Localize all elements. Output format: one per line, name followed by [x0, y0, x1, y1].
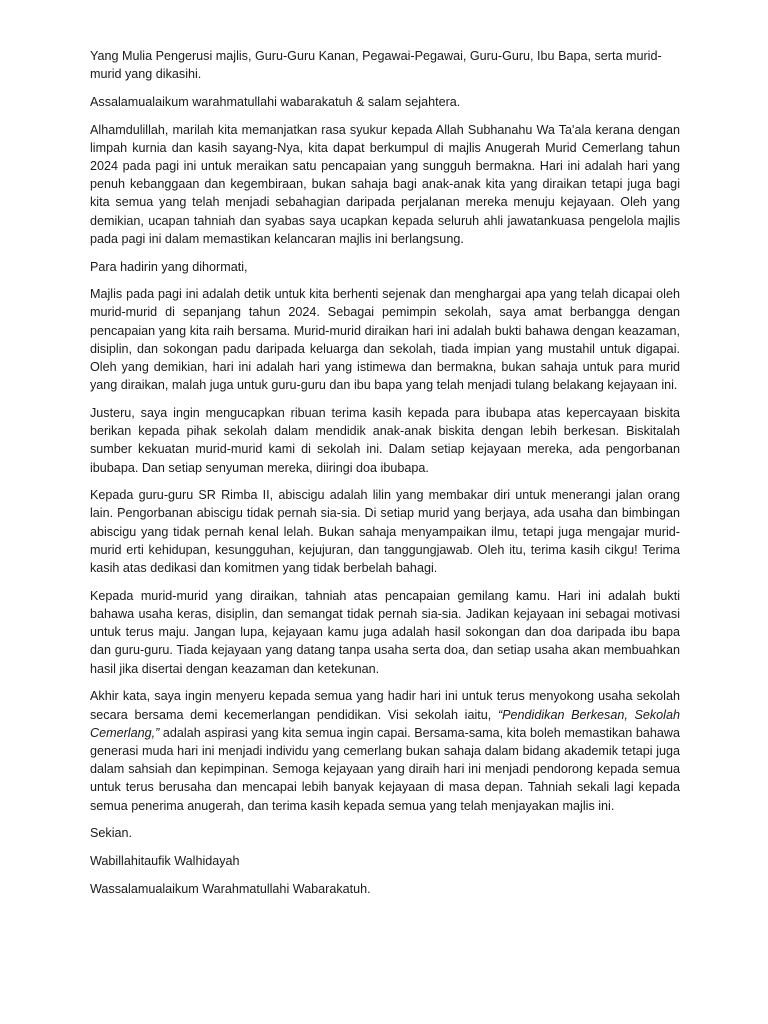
closing-paragraph: [90, 687, 680, 814]
occasion-paragraph: Majlis pada pagi ini adalah detik untuk kita berhenti sejenak dan menghargai apa yang telah dicapai oleh murid-murid di sepanjang tahun 2024. Sebagai pemimpin sekolah, saya amat berbangga dengan pencapaian yang kita raih bersama. Murid-murid diraikan hari ini adalah bukti bahawa dengan keazaman, disiplin, dan sokongan padu daripada keluarga dan sekolah, tiada impian yang mustahil untuk digapai. Oleh yang demikian, hari ini adalah hari yang istimewa dan bermakna, bukan sahaja untuk para murid yang diraikan, malah juga untuk guru-guru dan ibu bapa yang telah menjadi tulang belakang kejayaan ini.: [90, 287, 680, 393]
teachers-paragraph: Kepada guru-guru SR Rimba II, abiscigu adalah lilin yang membakar diri untuk menerangi jalan orang lain. Pengorbanan abiscigu tidak pernah sia-sia. Di setiap murid yang berjaya, ada usaha dan bimbingan abiscigu yang tidak pernah kenal lelah. Bukan sahaja menyampaikan ilmu, tetapi juga mengajar murid-murid erti kehidupan, kesungguhan, kejujuran, dan tanggungjawab. Oleh itu, terima kasih cikgu! Terima kasih atas dedikasi dan komitmen yang tidak berbelah bahagi.: [90, 488, 680, 576]
sekian-line: Sekian.: [90, 826, 133, 841]
closing-text-start: Akhir kata, saya ingin menyeru kepada semua yang hadir hari ini untuk terus menyokong usaha sekolah secara bersama demi kecemerlangan pendidikan. Visi sekolah iaitu,: [90, 689, 680, 722]
greeting-paragraph: Assalamualaikum warahmatullahi wabarakatuh & salam sejahtera.: [90, 94, 461, 109]
salutation-paragraph: Yang Mulia Pengerusi majlis, Guru-Guru Kanan, Pegawai-Pegawai, Guru-Guru, Ibu Bapa, serta murid-murid yang dikasihi.: [90, 49, 662, 82]
parents-paragraph: Justeru, saya ingin mengucapkan ribuan terima kasih kepada para ibubapa atas kepercayaan biskita berikan kepada pihak sekolah dalam mendidik anak-anak biskita dengan lebih berkesan. Biskitalah sumber kekuatan murid-murid kami di sekolah ini. Dalam setiap kejayaan mereka, ada pengorbanan ibubapa. Dan setiap senyuman mereka, diiringi doa ibubapa.: [90, 405, 680, 475]
students-paragraph: Kepada murid-murid yang diraikan, tahniah atas pencapaian gemilang kamu. Hari ini adalah bukti bahawa usaha keras, disiplin, dan semangat tidak pernah sia-sia. Jadikan kejayaan ini sebagai motivasi untuk terus maju. Jangan lupa, kejayaan kamu juga adalah hasil sokongan dan doa daripada ibu bapa dan guru-guru. Tiada kejayaan yang datang tanpa usaha serta doa, dan setiap usaha akan membuahkan hasil jika disertai dengan keazaman dan ketekunan.: [90, 588, 680, 676]
opening-paragraph: Alhamdulillah, marilah kita memanjatkan rasa syukur kepada Allah Subhanahu Wa Ta'ala kerana dengan limpah kurnia dan kasih sayang-Nya, kita dapat berkumpul di majlis Anugerah Murid Cemerlang tahun 2024 pada pagi ini untuk meraikan satu pencapaian yang sungguh bermakna. Hari ini adalah hari yang penuh kebanggaan dan kegembiraan, bukan sahaja bagi anak-anak kita yang diraikan tetapi juga bagi kita semua yang telah menjadi sebahagian daripada perjalanan mereka menuju kejayaan. Oleh yang demikian, ucapan tahniah dan syabas saya ucapkan kepada seluruh ahli jawatankuasa pengelola majlis pada pagi ini dalam memastikan kelancaran majlis ini berlangsung.: [90, 122, 680, 246]
school-vision-quote: “Pendidikan Berkesan, Sekolah Cemerlang,”: [90, 707, 680, 740]
wabillahi-line: Wabillahitaufik Walhidayah: [90, 853, 240, 868]
address-line: Para hadirin yang dihormati,: [90, 259, 248, 274]
wassalam-line: Wassalamualaikum Warahmatullahi Wabarakatuh.: [90, 881, 371, 896]
closing-text-end: adalah aspirasi yang kita semua ingin capai. Bersama-sama, kita boleh memastikan bahawa generasi muda hari ini menjadi individu yang cemerlang bukan sahaja dalam bidang akademik tetapi juga dalam sahsiah dan kepimpinan. Semoga kejayaan yang diraih hari ini menjadi pendorong kepada semua untuk terus berusaha dan mencapai lebih banyak kejayaan di masa depan. Tahniah sekali lagi kepada semua penerima anugerah, dan terima kasih kepada semua yang telah menjayakan majlis ini.: [90, 725, 680, 813]
speech-document: [90, 47, 680, 907]
